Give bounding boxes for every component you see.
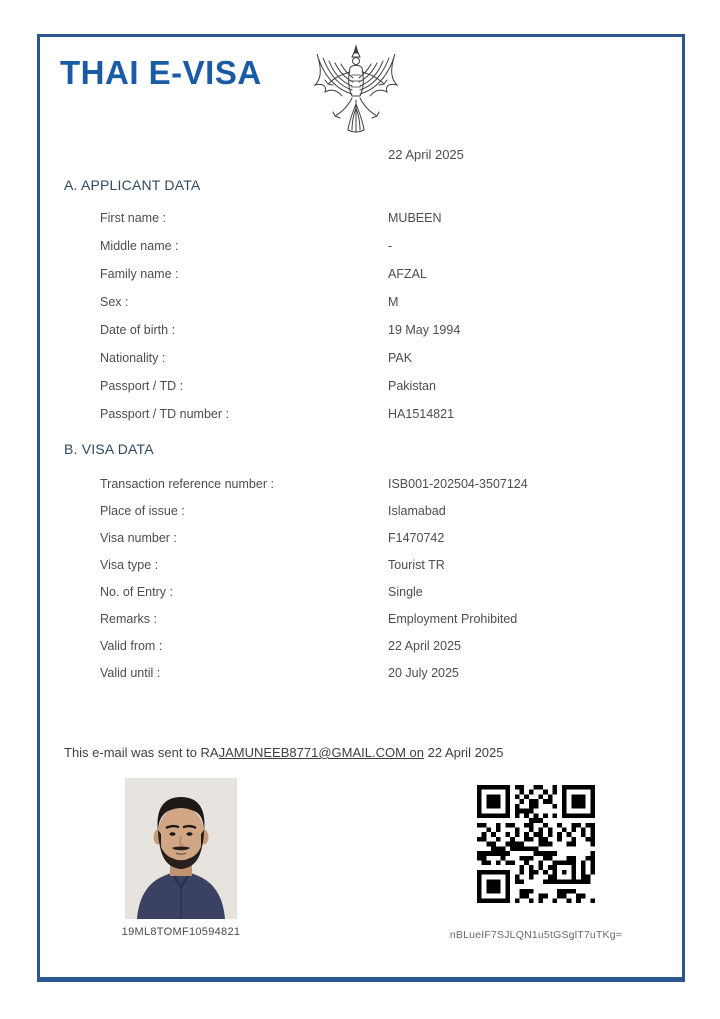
email-notice [64,745,504,760]
field-value: Islamabad [388,504,446,518]
field-value: Employment Prohibited [388,612,518,626]
field-row-no-of-entry [100,584,600,601]
field-value: HA1514821 [388,407,455,421]
field-label: Valid until : [100,666,161,680]
field-row-transaction-reference [100,476,600,493]
field-label: Transaction reference number : [100,477,274,491]
field-row-remarks [100,611,600,628]
field-row-passport-td [100,378,600,395]
field-value: PAK [388,351,413,365]
field-label: Middle name : [100,239,179,253]
field-value: 20 July 2025 [388,666,459,680]
field-label: First name : [100,211,166,225]
field-value: F1470742 [388,531,445,545]
section-heading-visa-data: B. VISA DATA [64,441,154,457]
field-row-valid-until [100,665,600,682]
field-label: Passport / TD : [100,379,184,393]
field-row-passport-td-number [100,406,600,423]
field-value: Single [388,585,423,599]
field-label: Visa type : [100,558,159,572]
applicant-data-fields [100,210,600,434]
section-heading-applicant-data: A. APPLICANT DATA [64,177,201,193]
email-notice-prefix: This e-mail was sent to RA [64,745,219,760]
field-value: Tourist TR [388,558,445,572]
field-label: Valid from : [100,639,163,653]
email-notice-suffix: 22 April 2025 [423,745,504,760]
field-row-place-of-issue [100,503,600,520]
email-address-link[interactable]: JAMUNEEB8771@GMAIL.COM on [218,745,424,760]
field-label: Sex : [100,295,129,309]
qr-code-value: nBLueIF7SJLQN1u5tGSglT7uTKg= [449,929,623,941]
field-value: 22 April 2025 [388,639,461,653]
garuda-emblem-icon [308,44,404,136]
field-label: No. of Entry : [100,585,173,599]
field-value: 19 May 1994 [388,323,461,337]
document-date: 22 April 2025 [388,147,464,162]
field-value: AFZAL [388,267,427,281]
field-value: Pakistan [388,379,436,393]
field-label: Visa number : [100,531,177,545]
field-row-nationality [100,350,600,367]
applicant-photo [125,778,237,919]
document-title: THAI E-VISA [60,54,262,91]
field-row-date-of-birth [100,322,600,339]
visa-data-fields [100,476,600,692]
field-label: Place of issue : [100,504,185,518]
field-label: Nationality : [100,351,166,365]
field-row-visa-number [100,530,600,547]
field-value: MUBEEN [388,211,442,225]
field-row-valid-from [100,638,600,655]
field-label: Passport / TD number : [100,407,229,421]
field-label: Remarks : [100,612,157,626]
field-row-first-name [100,210,600,227]
field-value: M [388,295,399,309]
photo-code: 19ML8TOMF10594821 [121,926,241,938]
field-row-visa-type [100,557,600,574]
field-value: ISB001-202504-3507124 [388,477,528,491]
field-row-sex [100,294,600,311]
field-label: Family name : [100,267,179,281]
qr-code [477,785,595,903]
field-value: - [388,239,393,253]
field-row-middle-name [100,238,600,255]
field-row-family-name [100,266,600,283]
field-label: Date of birth : [100,323,176,337]
